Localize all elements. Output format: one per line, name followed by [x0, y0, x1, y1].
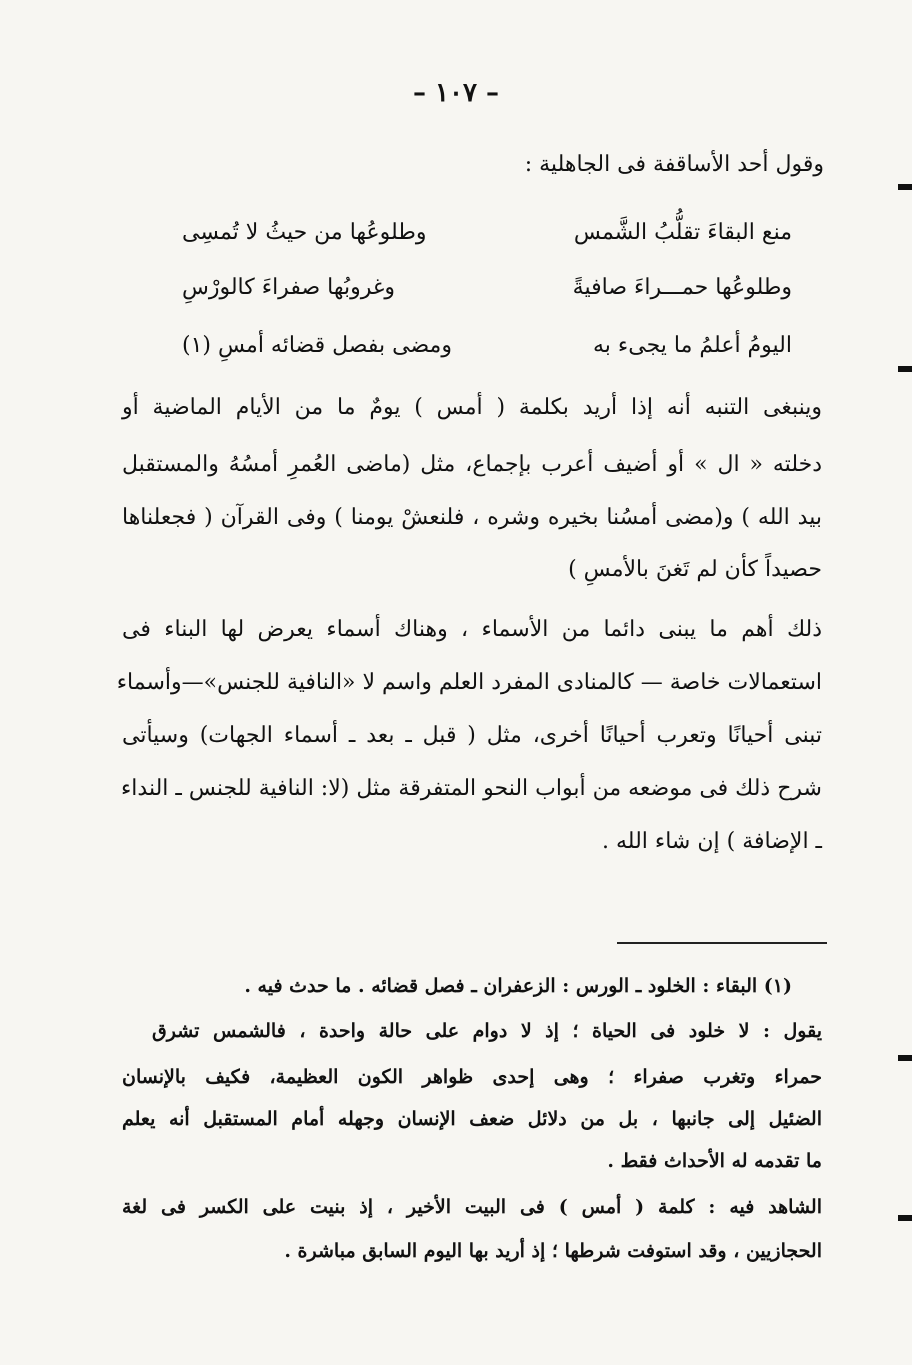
verse-2-first-hemistich: وطلوعُها حمـــراءَ صافيةً — [572, 275, 792, 300]
verse-1-first-hemistich: منع البقاءَ تقلُّبُ الشَّمس — [573, 220, 792, 245]
paragraph-2-line: ذلك أهم ما يبنى دائما من الأسماء ، وهناك أسماء يعرض لها البناء فى — [122, 617, 822, 642]
margin-mark — [898, 1215, 912, 1221]
margin-mark — [898, 366, 912, 372]
poem-intro: وقول أحد الأساقفة فى الجاهلية : — [524, 152, 824, 177]
footnote-line: الحجازيين ، وقد استوفت شرطها ؛ إذ أريد بها اليوم السابق مباشرة . — [284, 1240, 822, 1262]
margin-mark — [898, 1055, 912, 1061]
paragraph-2-line: شرح ذلك فى موضعه من أبواب النحو المتفرقة مثل (لا: النافية للجنس ـ النداء — [120, 776, 822, 801]
footnote-line: حمراء وتغرب صفراء ؛ وهى إحدى ظواهر الكون العظيمة، فكيف بالإنسان — [122, 1066, 822, 1088]
paragraph-1-line: بيد الله ) و(مضى أمسُنا بخيره وشره ، فلنعشْ يومنا ) وفى القرآن ( فجعلناها — [122, 505, 822, 530]
verse-3-second-hemistich: ومضى بفصل قضائه أمسِ (١) — [182, 333, 452, 358]
footnote-line: الشاهد فيه : كلمة ( أمس ) فى البيت الأخير ، إذ بنيت على الكسر فى لغة — [122, 1196, 822, 1218]
page-number: – ١٠٧ – — [412, 78, 500, 108]
verse-1-second-hemistich: وطلوعُها من حيثُ لا تُمسِى — [182, 220, 427, 245]
paragraph-2-line: تبنى أحيانًا وتعرب أحيانًا أخرى، مثل ( قبل ـ بعد ـ أسماء الجهات) وسيأتى — [122, 723, 822, 748]
poem-verse-3 — [182, 333, 792, 358]
paragraph-1-line: حصيداً كأن لم تَغنَ بالأمسِ ) — [568, 557, 822, 582]
verse-2-second-hemistich: وغروبُها صفراءَ كالورْسِ — [182, 275, 395, 300]
paragraph-2-line: ـ الإضافة ) إن شاء الله . — [602, 829, 822, 854]
paragraph-1-line: وينبغى التنبه أنه إذا أريد بكلمة ( أمس ) يومٌ ما من الأيام الماضية أو — [122, 395, 822, 420]
poem-verse-2 — [182, 275, 792, 300]
paragraph-2-line: استعمالات خاصة — كالمنادى المفرد العلم واسم لا «النافية للجنس»—وأسماء — [116, 670, 822, 695]
margin-mark — [898, 184, 912, 190]
paragraph-1-line: دخلته « ال » أو أضيف أعرب بإجماع، مثل (ماضى العُمرِ أمسُهُ والمستقبل — [122, 452, 822, 477]
poem-verse-1 — [182, 220, 792, 245]
footnote-line: الضئيل إلى جانبها ، بل من دلائل ضعف الإنسان وجهله أمام المستقبل أنه يعلم — [122, 1108, 822, 1130]
footnote-line: يقول : لا خلود فى الحياة ؛ إذ لا دوام على حالة واحدة ، فالشمس تشرق — [152, 1020, 823, 1042]
footnote-line: ما تقدمه له الأحداث فقط . — [607, 1150, 822, 1172]
footnote-line: (١) البقاء : الخلود ـ الورس : الزعفران ـ فصل قضائه . ما حدث فيه . — [244, 975, 792, 997]
verse-3-first-hemistich: اليومُ أعلمُ ما يجىء به — [593, 333, 792, 358]
footnote-separator — [617, 942, 827, 944]
